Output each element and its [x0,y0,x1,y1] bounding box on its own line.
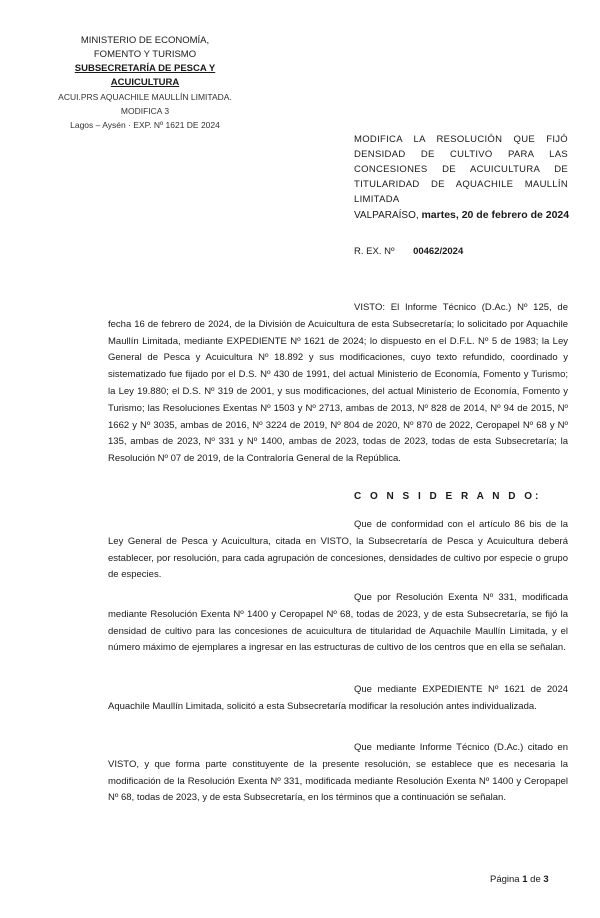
ministry-header [40,34,250,132]
page-current: 1 [522,874,528,885]
page-label: Página [490,874,520,885]
resolution-number [354,246,463,257]
page-number [490,874,549,885]
ministry-name-2: FOMENTO Y TURISMO [93,49,197,60]
paragraph-lead: Que de conformidad con el artículo 86 bis [354,519,542,530]
file-region: Lagos – Aysén · EXP. Nº 1621 DE 2024 [70,120,220,130]
dateline [354,209,584,221]
paragraph-body: modificada mediante Resolución Exenta Nº 1400 y Ceropapel Nº 68, todas de 2023, y de esta Subsecretaría, se fijó la densidad de cultivo para las concesiones de acuicultura de titularidad de Aquachile Maullín Limitada, y el número máximo de ejemplares a ingresar en las estructuras de cultivo de los centros que en ella se señalan. [108,592,569,654]
ministry-name: MINISTERIO DE ECONOMÍA, [80,35,210,46]
resolution-label: R. EX. Nº [354,246,395,257]
paragraph-lead: Que mediante EXPEDIENTE Nº 1621 de [354,684,542,695]
dateline-date: martes, 20 de febrero de 2024 [421,209,570,221]
visto-body: fecha 16 de febrero de 2024, de la División de Acuicultura de esta Subsecretaría; lo solicitado por Aquachile Maullín Limitada, mediante EXPEDIENTE Nº 1621 de 2024; lo dispuesto en el D.F.L. Nº 5 de 1983; la Ley General de Pesca y Acuicultura Nº 18.892 y sus modificaciones, cuyo texto refundido, coordinado y sistematizado fue fijado por el D.S. Nº 430 de 1991, del actual Ministerio de Economía, Fomento y Turismo; la Ley 19.880; el D.S. Nº 319 de 2001, y sus modificaciones, del actual Ministerio de Economía, Fomento y Turismo; las Resoluciones Exentas Nº 1503 y Nº 2713, ambas de 2013, Nº 828 de 2014, Nº 94 de 2015, Nº 1662 y Nº 3035, ambas de 2016, Nº 3224 de 2019, Nº 804 de 2020, Nº 870 de 2022, Ceropapel Nº 68 y Nº 135, ambas de 2023, Nº 331 y Nº 1400, ambas de 2023, todas de 2023, todas de esta Subsecretaría; la Resolución Nº 07 de 2019, de la Contraloría General de la República. [108,318,568,465]
visto-lead: VISTO: El Informe Técnico (D.Ac.) Nº 125, de [354,302,568,313]
paragraph-lead: Que mediante Informe Técnico (D.Ac.) [354,742,524,753]
file-reference: ACUI.PRS AQUACHILE MAULLÍN LIMITADA. MODIFICA 3 [58,92,232,116]
considerando-paragraph-1 [108,517,568,584]
resolution-subject: MODIFICA LA RESOLUCIÓN QUE FIJÓ DENSIDAD DE CULTIVO PARA LAS CONCESIONES DE ACUICULTURA DE TITULARIDAD DE AQUACHILE MAULLÍN LIMITADA [354,134,568,205]
considerando-paragraph-4 [108,740,568,807]
resolution-code: 00462/2024 [413,246,464,257]
considerando-paragraph-3 [108,682,568,716]
dateline-place: VALPARAÍSO, [354,210,419,221]
visto-paragraph [108,300,568,468]
paragraph-body: 2024 Aquachile Maullín Limitada, solicitó a esta Subsecretaría modificar la resolución antes individualizada. [108,684,569,712]
considerando-heading: C O N S I D E R A N D O: [354,491,542,502]
paragraph-body: de la Ley General de Pesca y Acuicultura, citada en VISTO, la Subsecretaría de Pesca y Acuicultura deberá establecer, por resolución, para cada agrupación de concesiones, densidades de cultivo por especie o grupo de especies. [108,519,568,581]
considerando-paragraph-2 [108,590,568,657]
undersecretariat-name: SUBSECRETARÍA DE PESCA Y ACUICULTURA [74,63,216,88]
paragraph-lead: Que por Resolución Exenta Nº 331, [354,592,517,603]
paragraph-body: citado en VISTO, y que forma parte constituyente de la presente resolución, se establece que es necesaria la modificación de la Resolución Exenta Nº 331, modificada mediante Resolución Exenta Nº 1400 y Ceropapel Nº 68, todas de 2023, y de esta Subsecretaría, en los términos que a continuación se señalan. [108,742,568,804]
page-total: 3 [543,874,549,885]
page-of: de [530,874,541,885]
